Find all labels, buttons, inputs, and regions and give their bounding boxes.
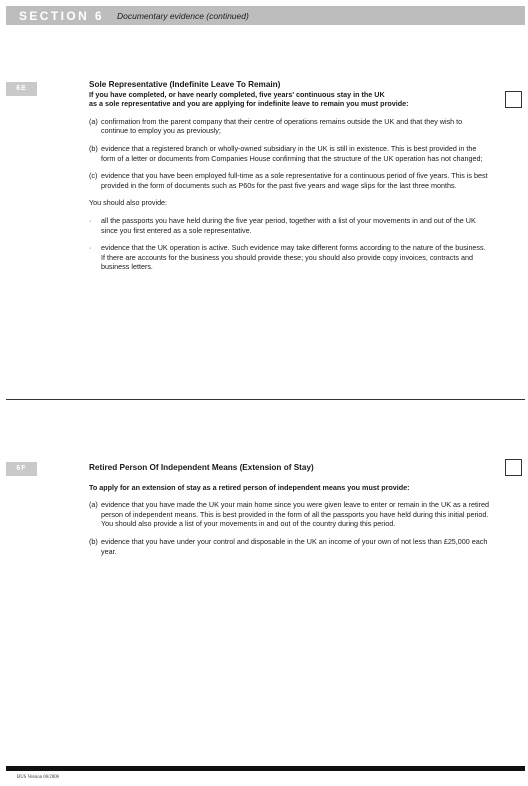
checkbox-6f[interactable]	[505, 459, 522, 476]
section-6e-lead-line2: as a sole representative and you are applying for indefinite leave to remain you must provide:	[89, 99, 409, 109]
bullet-text: evidence that the UK operation is active. Such evidence may take different forms according to the nature of the business. If there are accounts for the business you should provide these; you should also provide copy invoices, contracts and business letters.	[101, 243, 486, 272]
section-divider	[6, 399, 525, 400]
item-text: confirmation from the parent company that their centre of operations remains outside the UK and that they wish to continue to employ you as previously;	[101, 116, 463, 136]
section-6e-heading: Sole Representative (Indefinite Leave To Remain)	[89, 80, 281, 89]
section-6f-content	[89, 463, 489, 556]
list-item	[89, 144, 489, 163]
bullet-marker: ·	[89, 215, 92, 225]
bullet-marker: ·	[89, 243, 92, 253]
item-marker: (a)	[89, 500, 98, 510]
item-marker: (b)	[89, 143, 98, 153]
item-marker: (b)	[89, 536, 98, 546]
footer-bar	[6, 766, 525, 771]
item-text: evidence that you have under your control and disposable in the UK an income of your own of not less than £25,000 each year.	[101, 536, 488, 556]
item-marker: (a)	[89, 116, 98, 126]
section-number: SECTION 6	[19, 9, 104, 23]
section-tag-6f: 6F	[6, 462, 37, 476]
bullet-item	[89, 243, 489, 272]
version-footer: BUS Version 06/2006	[17, 775, 60, 780]
also-provide-text: You should also provide:	[89, 198, 168, 208]
section-title: Documentary evidence (continued)	[117, 11, 249, 21]
list-item	[89, 537, 489, 556]
list-item	[89, 117, 489, 136]
bullet-text: all the passports you have held during the five year period, together with a list of your movements in and out of the UK since you first entered as a sole representative.	[101, 215, 476, 235]
section-tag-6e: 6E	[6, 82, 37, 96]
list-item	[89, 171, 489, 190]
list-item	[89, 500, 489, 529]
item-marker: (c)	[89, 171, 98, 181]
section-6e-lead-line1: If you have completed, or have nearly completed, five years' continuous stay in the UK	[89, 89, 385, 99]
checkbox-6e[interactable]	[505, 91, 522, 108]
bullet-item	[89, 216, 489, 235]
item-text: evidence that a registered branch or wholly-owned subsidiary in the UK is still in existence. This is best provided in the form of a letter or documents from Companies House confirming that the structure of the UK operation has not changed;	[101, 143, 483, 163]
item-text: evidence that you have been employed full-time as a sole representative for a continuous period of five years. This is best provided in the form of documents such as P60s for the past five years and wage slips for the last three months.	[101, 171, 488, 190]
section-6f-lead: To apply for an extension of stay as a retired person of independent means you must provide:	[89, 482, 410, 492]
section-6f-heading: Retired Person Of Independent Means (Extension of Stay)	[89, 463, 314, 472]
item-text: evidence that you have made the UK your main home since you were given leave to enter or remain in the UK as a retired person of independent means. This is best provided in the form of all the passports you have held during this initial period. You should also provide a list of your movements in and out of the country during this period.	[101, 500, 489, 529]
section-header-bar	[6, 6, 525, 25]
section-6e-content	[89, 80, 489, 272]
